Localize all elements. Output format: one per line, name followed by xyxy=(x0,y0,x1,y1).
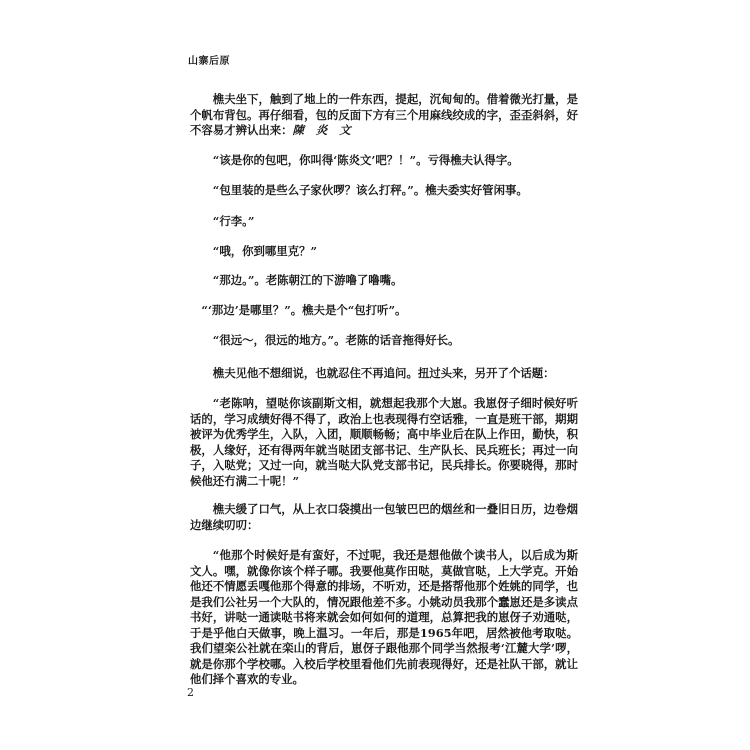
paragraph xyxy=(190,92,578,139)
paragraph: “该是你的包吧，你叫得‘陈炎文’吧？！”。亏得樵夫认得字。 xyxy=(212,153,519,167)
paragraph: 樵夫见他不想细说，也就忍住不再追问。扭过头来，另开了个话题： xyxy=(212,366,555,380)
paragraph: “很远～，很远的地方。”。老陈的话音拖得好长。 xyxy=(212,333,460,347)
paragraph: “行李。” xyxy=(212,214,255,228)
paragraph: 樵夫缓了口气，从上衣口袋摸出一包皱巴巴的烟丝和一叠旧日历，边卷烟边继续叨叨： xyxy=(190,502,578,532)
paragraph: “哦，你到哪里克？” xyxy=(212,244,318,258)
paragraph: “他那个时候好是有蛮好，不过呢，我还是想他做个读书人，以后成为斯文人。嘿，就像你该个样子哪。我要他莫作田哒，莫做官哒，上大学克。开始他还不情愿丢嘎他那个得意的排场，不听劝，还是搭帮他那个姓姚的同学，也是我们公社另一个大队的，情况跟他差不多。小姚动员我那个蠢崽还是多读点书好，讲哒一通读哒书将来就会如何如何的道理，总算把我的崽伢子劝通哒，于是乎他白天做事，晚上温习。一年后，那是1965年吧，居然被他考取哒。我们望栾公社就在栾山的背后，崽伢子跟他那个同学当然报考‘江麓大学’啰，就是你那个学校哪。入校后学校里看他们先前表现得好，还是社队干部，就让他们择个喜欢的专业。 xyxy=(190,548,578,686)
paragraph: “老陈呐，望哒你该副斯文相，就想起我那个大崽。我崽伢子细时候好听话的，学习成绩好得不得了，政治上也表现得冇空话雅，一直是班干部，期期被评为优秀学生，入队，入团，顺顺畅畅；高中毕业后在队上作田，勤快，积极，人缘好，还有得两年就当哒团支部书记、生产队长、民兵班长；再过一向子，入哒党；又过一向，就当哒大队党支部书记，民兵排长。你要晓得，那时候他还冇满二十呢！” xyxy=(190,396,578,488)
paragraph: “包里装的是些么子家伙啰？该么打秤。”。樵夫委实好管闲事。 xyxy=(212,183,528,197)
paragraph-text: 樵夫坐下，触到了地上的一件东西，提起，沉甸甸的。借着微光打量，是个帆布背包。再仔细看，包的反面下方有三个用麻线绞成的字，歪歪斜斜，好不容易才辨认出来： xyxy=(190,92,578,137)
running-head: 山寨后原 xyxy=(188,56,230,67)
paragraph: “那边。”。老陈朝江的下游噜了噜嘴。 xyxy=(212,273,403,287)
handwritten-name: 陳 炎 文 xyxy=(292,123,355,137)
page-number: 2 xyxy=(187,686,194,699)
paragraph: “‘那边’是哪里？”。樵夫是个“包打听”。 xyxy=(201,303,407,317)
